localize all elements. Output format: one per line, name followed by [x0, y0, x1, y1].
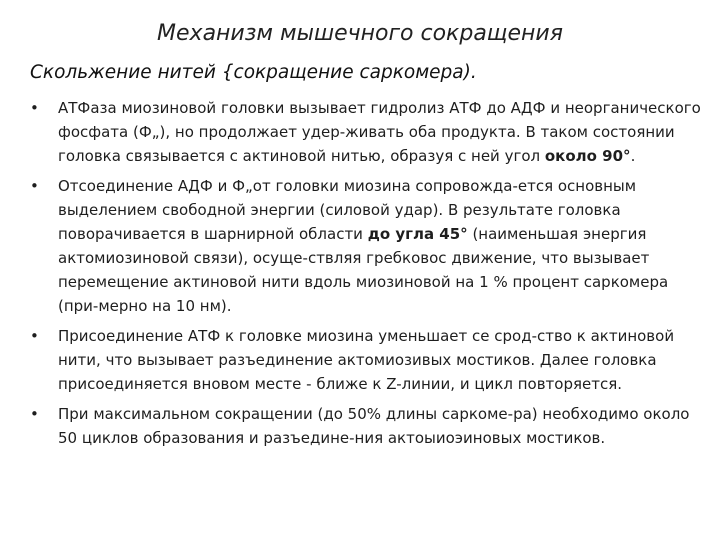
list-item [30, 174, 710, 318]
item-bold-2: до угла 45° [367, 225, 468, 243]
slide-title: Механизм мышечного сокращения [157, 21, 563, 46]
bullet-icon: • [30, 405, 39, 423]
list-item [30, 324, 710, 396]
list-item [30, 402, 710, 450]
bullet-list [30, 96, 710, 456]
item-text-3: Присоединение АТФ к головке миозина уменьшает се срод-ство к актиновой нити, что вызывает разъединение актомиозивых мостиков. Далее головка присоединяется вновом месте - ближе к Z-линии, и цикл повторяется. [58, 327, 675, 393]
item-text-1-end: . [630, 147, 636, 165]
bullet-icon: • [30, 327, 39, 345]
item-text-2: Отсоединение АДФ и Ф„от головки миозина сопровожда-ется основным выделением свободной энергии (силовой удар). В результате головка поворачивается в шарнирной области [58, 177, 637, 243]
item-text-2-end: (наименьшая энергия актомиозиновой связи), осуще-ствляя гребковос движение, что вызывает перемещение актиновой нити вдоль миозиновой на 1 % процент саркомера (при-мерно на 10 нм). [58, 225, 669, 315]
bullet-icon: • [30, 99, 39, 117]
list-item [30, 96, 710, 168]
item-bold-1: около 90° [544, 147, 631, 165]
item-text-1: АТФаза миозиновой головки вызывает гидролиз АТФ до АДФ и неорганического фосфата (Ф„), но продолжает удер-живать оба продукта. В таком состоянии головка связывается с актиновой нитью, образуя с ней угол [58, 99, 701, 165]
item-text-4: При максимальном сокращении (до 50% длины саркоме-ра) необходимо около 50 циклов образования и разъедине-ния актоыиоэиновых мостиков. [58, 405, 690, 447]
bullet-icon: • [30, 177, 39, 195]
slide-subtitle: Скольжение нитей {сокращение саркомера). [30, 62, 477, 83]
